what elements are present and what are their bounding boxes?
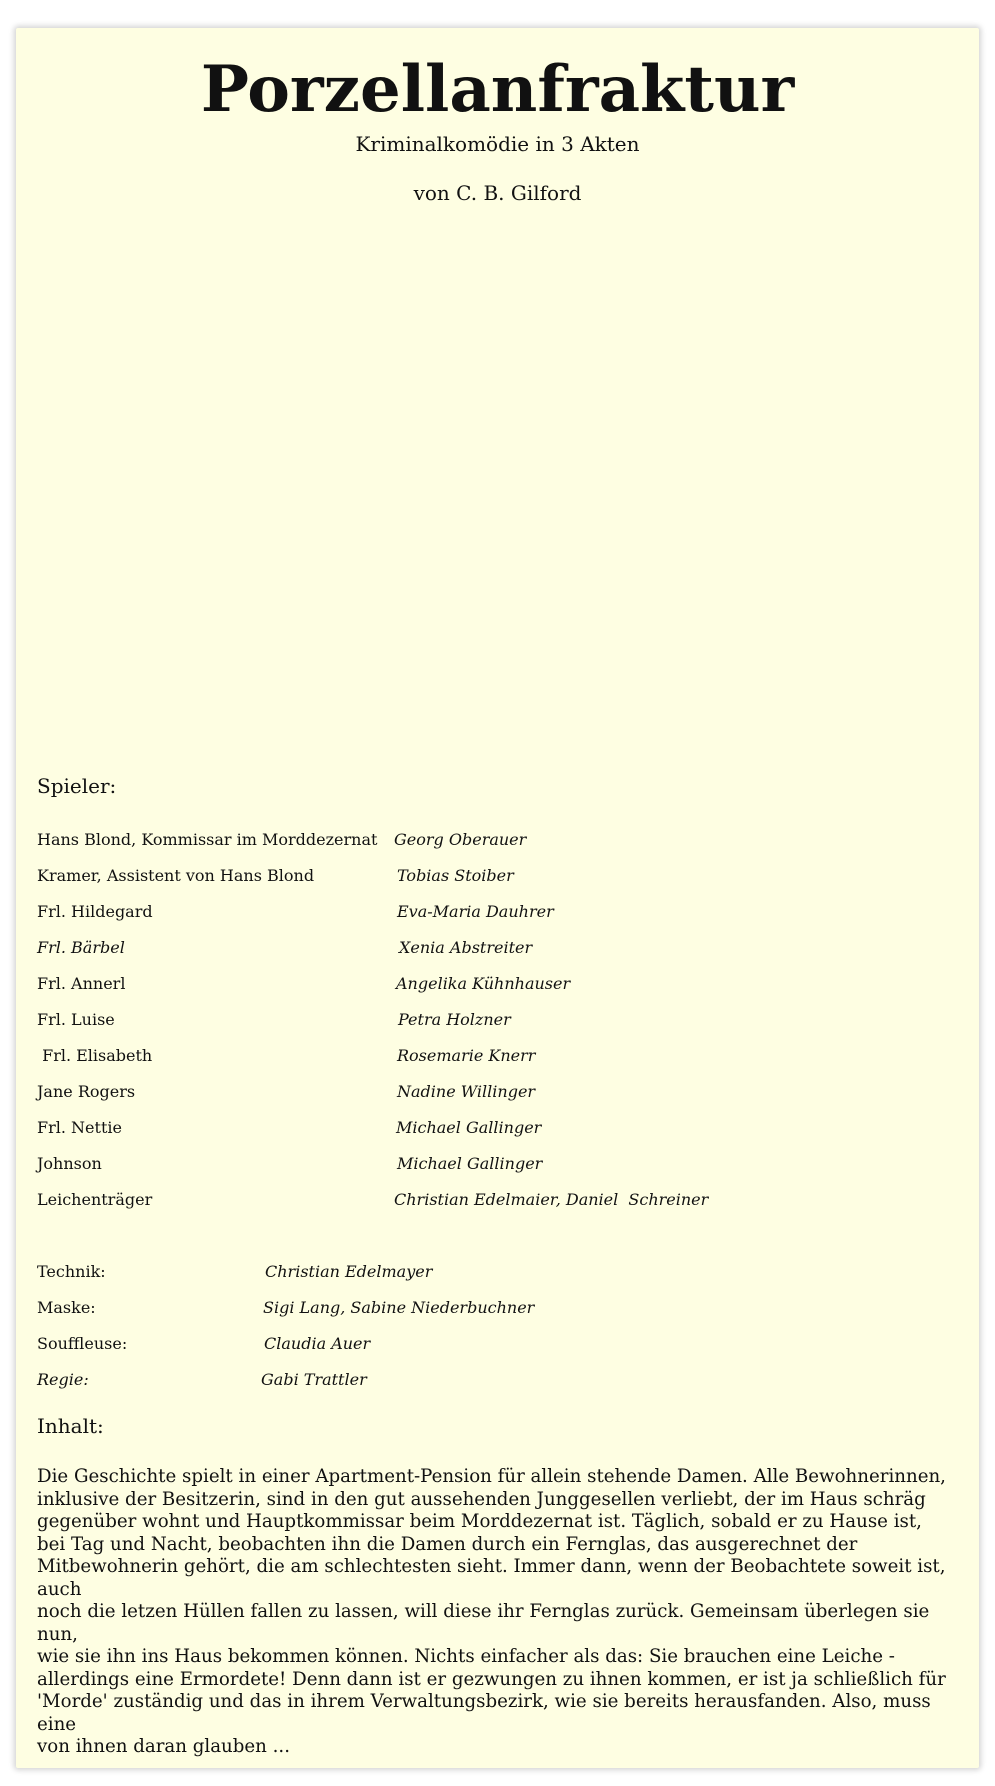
- crew-row: [37, 1298, 937, 1320]
- cast-row: [37, 1154, 937, 1176]
- cast-row: [37, 1118, 937, 1140]
- cast-row: [37, 830, 937, 852]
- crew-name: Gabi Trattler: [261, 1370, 367, 1389]
- cast-actor: Angelika Kühnhauser: [396, 974, 571, 993]
- synopsis-line: bei Tag und Nacht, beobachten ihn die Damen durch ein Fernglas, das ausgerechnet der: [37, 1533, 858, 1555]
- synopsis-line: 'Morde' zuständig und das in ihrem Verwaltungsbezirk, wie sie bereits herausfanden. Also, muss eine: [37, 1691, 931, 1735]
- cast-row: [37, 1082, 937, 1104]
- synopsis-line: Mitbewohnerin gehört, die am schlechtesten sieht. Immer dann, wenn der Beobachtete soweit ist, auch: [37, 1556, 946, 1600]
- synopsis-heading: Inhalt:: [37, 1414, 104, 1438]
- synopsis-line: allerdings eine Ermordete! Denn dann ist er gezwungen zu ihnen kommen, er ist ja schließlich für: [37, 1668, 946, 1690]
- crew-label: Regie:: [37, 1370, 89, 1389]
- synopsis-line: wie sie ihn ins Haus bekommen können. Nichts einfacher als das: Sie brauchen eine Leiche -: [37, 1646, 895, 1667]
- cast-actor: Eva-Maria Dauhrer: [397, 902, 554, 921]
- cast-row: [37, 866, 937, 888]
- cast-actor: Nadine Willinger: [397, 1082, 536, 1101]
- cast-actor: Petra Holzner: [398, 1010, 511, 1029]
- cast-role: Frl. Hildegard: [37, 902, 153, 921]
- cast-role: Johnson: [37, 1154, 102, 1173]
- cast-heading: Spieler:: [37, 774, 117, 798]
- paper-sheet: [16, 28, 979, 1768]
- crew-label: Maske:: [37, 1298, 96, 1317]
- cast-actor: Michael Gallinger: [396, 1118, 542, 1137]
- cast-role: Kramer, Assistent von Hans Blond: [37, 866, 315, 885]
- author-line: von C. B. Gilford: [413, 181, 582, 205]
- crew-label: Souffleuse:: [37, 1334, 128, 1353]
- cast-role: Frl. Bärbel: [37, 938, 125, 957]
- synopsis-line: noch die letzen Hüllen fallen zu lassen, will diese ihr Fernglas zurück. Gemeinsam überlegen sie nun,: [37, 1601, 930, 1645]
- cast-row: [37, 1190, 937, 1212]
- synopsis-text: [37, 1466, 957, 1759]
- cast-row: [37, 938, 937, 960]
- page-title: Porzellanfraktur: [200, 52, 795, 127]
- cast-actor: Rosemarie Knerr: [397, 1046, 536, 1065]
- cast-role: Hans Blond, Kommissar im Morddezernat: [37, 830, 378, 849]
- cast-actor: Michael Gallinger: [397, 1154, 543, 1173]
- synopsis-line: Die Geschichte spielt in einer Apartment-Pension für allein stehende Damen. Alle Bewohnerinnen,: [37, 1466, 946, 1487]
- cast-row: [37, 1046, 937, 1068]
- cast-role: Frl. Nettie: [37, 1118, 122, 1137]
- crew-row: [37, 1262, 937, 1284]
- cast-actor: Xenia Abstreiter: [399, 938, 533, 957]
- cast-role: Frl. Annerl: [37, 974, 126, 993]
- cast-row: [37, 902, 937, 924]
- crew-row: [37, 1334, 937, 1356]
- crew-row: [37, 1370, 937, 1392]
- cast-role: Frl. Elisabeth: [37, 1046, 153, 1065]
- cast-role: Jane Rogers: [37, 1082, 136, 1101]
- crew-name: Sigi Lang, Sabine Niederbuchner: [263, 1298, 535, 1317]
- cast-role: Frl. Luise: [37, 1010, 115, 1029]
- page-subtitle: Kriminalkomödie in 3 Akten: [355, 132, 640, 156]
- cast-role: Leichenträger: [37, 1190, 153, 1209]
- cast-actor: Tobias Stoiber: [397, 866, 514, 885]
- crew-name: Christian Edelmayer: [265, 1262, 433, 1281]
- synopsis-line: gegenüber wohnt und Hauptkommissar beim Morddezernat ist. Täglich, sobald er zu Hause ist,: [37, 1511, 922, 1532]
- cast-actor: Georg Oberauer: [394, 830, 527, 849]
- cast-actor: Christian Edelmaier, Daniel Schreiner: [394, 1190, 709, 1209]
- crew-name: Claudia Auer: [264, 1334, 371, 1353]
- synopsis-line: inklusive der Besitzerin, sind in den gut aussehenden Junggesellen verliebt, der im Haus schräg: [37, 1488, 926, 1510]
- synopsis-line: von ihnen daran glauben ...: [37, 1736, 290, 1757]
- crew-label: Technik:: [37, 1262, 106, 1281]
- cast-row: [37, 974, 937, 996]
- cast-row: [37, 1010, 937, 1032]
